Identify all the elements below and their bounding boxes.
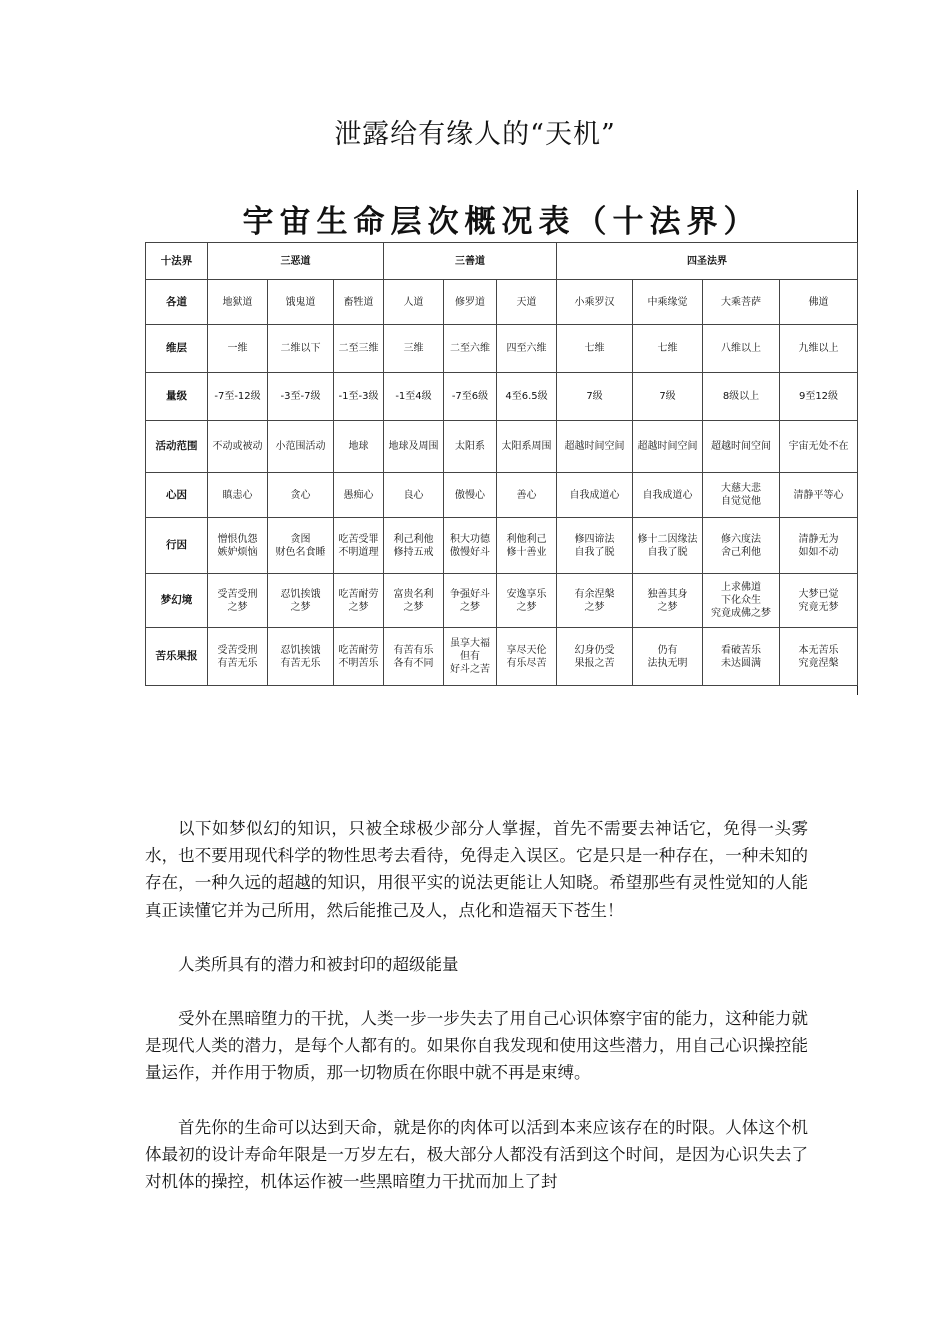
life-levels-table	[145, 242, 858, 686]
table-cell: 忍饥挨饿 之梦	[268, 574, 334, 628]
table-cell: 地球	[334, 421, 384, 473]
table-cell: 利己利他 修持五戒	[384, 518, 444, 574]
table-cell: 良心	[384, 473, 444, 518]
paragraph: 首先你的生命可以达到天命，就是你的肉体可以活到本来应该存在的时限。人体这个机体最初的设计寿命年限是一万岁左右，极大部分人都没有活到这个时间，是因为心识失去了对机体的操控，机体运作被一些黑暗堕力干扰而加上了封	[145, 1117, 808, 1192]
table-cell: 9至12级	[780, 373, 858, 421]
table-cell: 7级	[633, 373, 703, 421]
table-cell: 大慈大悲 自觉觉他	[703, 473, 780, 518]
table-cell: 享尽天伦 有乐尽苦	[497, 628, 557, 686]
paragraph: 以下如梦似幻的知识，只被全球极少部分人掌握，首先不需要去神话它，免得一头雾水，也不要用现代科学的物性思考去看待，免得走入误区。它是只是一种存在，一种未知的存在，一种久远的超越的知识，用很平实的说法更能让人知晓。希望那些有灵性觉知的人能真正读懂它并为己所用，然后能推己及人，点化和造福天下苍生！	[145, 819, 808, 920]
table-cell: 天道	[497, 280, 557, 325]
table-cell: 佛道	[780, 280, 858, 325]
table-cell: 吃苦耐劳 之梦	[334, 574, 384, 628]
table-cell: 七维	[633, 325, 703, 373]
table-cell: 看破苦乐 未达圆满	[703, 628, 780, 686]
row-header-cell: 量级	[146, 373, 208, 421]
table-cell: 一维	[208, 325, 268, 373]
table-cell: 安逸享乐 之梦	[497, 574, 557, 628]
table-cell: 吃苦耐劳 不明苦乐	[334, 628, 384, 686]
group-header-cell: 三恶道	[208, 243, 384, 280]
table-cell: 憎恨仇怨 嫉妒烦恼	[208, 518, 268, 574]
table-row	[146, 280, 858, 325]
body-text	[145, 815, 808, 1222]
table-cell: 二至六维	[444, 325, 497, 373]
table-row	[146, 373, 858, 421]
paragraph: 受外在黑暗堕力的干扰，人类一步一步失去了用自己心识体察宇宙的能力，这种能力就是现代人类的潜力，是每个人都有的。如果你自我发现和使用这些潜力，用自己心识操控能量运作，并作用于物质，那一切物质在你眼中就不再是束缚。	[145, 1009, 808, 1083]
table-cell: 大梦已觉 究竟无梦	[780, 574, 858, 628]
table-cell: 傲慢心	[444, 473, 497, 518]
table-cell: 4至6.5级	[497, 373, 557, 421]
table-header-row	[146, 243, 858, 280]
table-cell: 八维以上	[703, 325, 780, 373]
table-cell: 忍饥挨饿 有苦无乐	[268, 628, 334, 686]
table-cell: 利他利己 修十善业	[497, 518, 557, 574]
table-cell: 修罗道	[444, 280, 497, 325]
table-cell: -1至-3级	[334, 373, 384, 421]
table-cell: 清静无为 如如不动	[780, 518, 858, 574]
group-header-cell: 四圣法界	[557, 243, 858, 280]
table-row	[146, 628, 858, 686]
table-cell: 七维	[557, 325, 633, 373]
row-header-cell: 梦幻境	[146, 574, 208, 628]
table-row	[146, 574, 858, 628]
group-header-cell: 三善道	[384, 243, 557, 280]
table-cell: 愚痴心	[334, 473, 384, 518]
table-cell: 仍有 法执无明	[633, 628, 703, 686]
table-cell: 善心	[497, 473, 557, 518]
table-cell: 小乘罗汉	[557, 280, 633, 325]
table-row	[146, 325, 858, 373]
table-cell: 自我成道心	[633, 473, 703, 518]
table-cell: 四至六维	[497, 325, 557, 373]
table-cell: 吃苦受罪 不明道理	[334, 518, 384, 574]
table-row	[146, 421, 858, 473]
table-cell: 超越时间空间	[703, 421, 780, 473]
table-cell: 小范围活动	[268, 421, 334, 473]
table-cell: 幻身仍受 果报之苦	[557, 628, 633, 686]
table-cell: 自我成道心	[557, 473, 633, 518]
table-cell: 二至三维	[334, 325, 384, 373]
table-title: 宇宙生命层次概况表（十法界）	[242, 204, 761, 240]
row-header-cell: 心因	[146, 473, 208, 518]
table-cell: 本无苦乐 究竟涅槃	[780, 628, 858, 686]
table-body	[146, 243, 858, 686]
table-cell: 超越时间空间	[633, 421, 703, 473]
row-header-cell: 活动范围	[146, 421, 208, 473]
table-cell: -7至6级	[444, 373, 497, 421]
table-cell: 宇宙无处不在	[780, 421, 858, 473]
table-cell: 受苦受刑 有苦无乐	[208, 628, 268, 686]
table-cell: 人道	[384, 280, 444, 325]
table-cell: 太阳系周围	[497, 421, 557, 473]
table-cell: 不动或被动	[208, 421, 268, 473]
table-cell: 地狱道	[208, 280, 268, 325]
table-cell: 畜牲道	[334, 280, 384, 325]
table-cell: 7级	[557, 373, 633, 421]
table-cell: 有余涅槃 之梦	[557, 574, 633, 628]
table-cell: 清静平等心	[780, 473, 858, 518]
table-cell: 上求佛道 下化众生 究竟成佛之梦	[703, 574, 780, 628]
table-cell: 饿鬼道	[268, 280, 334, 325]
row-header-cell: 各道	[146, 280, 208, 325]
table-cell: 虽享大福 但有 好斗之苦	[444, 628, 497, 686]
table-cell: 三维	[384, 325, 444, 373]
table-cell: 受苦受刑 之梦	[208, 574, 268, 628]
table-cell: 修十二因缘法 自我了脱	[633, 518, 703, 574]
document-title: 泄露给有缘人的“天机”	[334, 119, 616, 150]
row-header-cell: 行因	[146, 518, 208, 574]
table-cell: 中乘缘觉	[633, 280, 703, 325]
table-cell: 贪心	[268, 473, 334, 518]
table-cell: 8级以上	[703, 373, 780, 421]
table-cell: 贪图 财色名食睡	[268, 518, 334, 574]
table-cell: -1至4级	[384, 373, 444, 421]
life-levels-table-image	[145, 190, 858, 695]
table-cell: 有苦有乐 各有不同	[384, 628, 444, 686]
table-row	[146, 518, 858, 574]
table-cell: 独善其身 之梦	[633, 574, 703, 628]
table-cell: 地球及周围	[384, 421, 444, 473]
section-heading: 人类所具有的潜力和被封印的超级能量	[178, 954, 459, 974]
table-cell: 修四谛法 自我了脱	[557, 518, 633, 574]
table-cell: 争强好斗 之梦	[444, 574, 497, 628]
row-header-cell: 苦乐果报	[146, 628, 208, 686]
table-cell: -3至-7级	[268, 373, 334, 421]
table-cell: 二维以下	[268, 325, 334, 373]
table-row	[146, 473, 858, 518]
table-cell: 积大功德 傲慢好斗	[444, 518, 497, 574]
table-cell: 瞋恚心	[208, 473, 268, 518]
table-cell: -7至-12级	[208, 373, 268, 421]
row-header-cell: 维层	[146, 325, 208, 373]
table-cell: 富贵名利 之梦	[384, 574, 444, 628]
table-corner-cell: 十法界	[146, 243, 208, 280]
table-cell: 修六度法 舍己利他	[703, 518, 780, 574]
table-cell: 太阳系	[444, 421, 497, 473]
table-cell: 超越时间空间	[557, 421, 633, 473]
table-cell: 大乘菩萨	[703, 280, 780, 325]
table-cell: 九维以上	[780, 325, 858, 373]
